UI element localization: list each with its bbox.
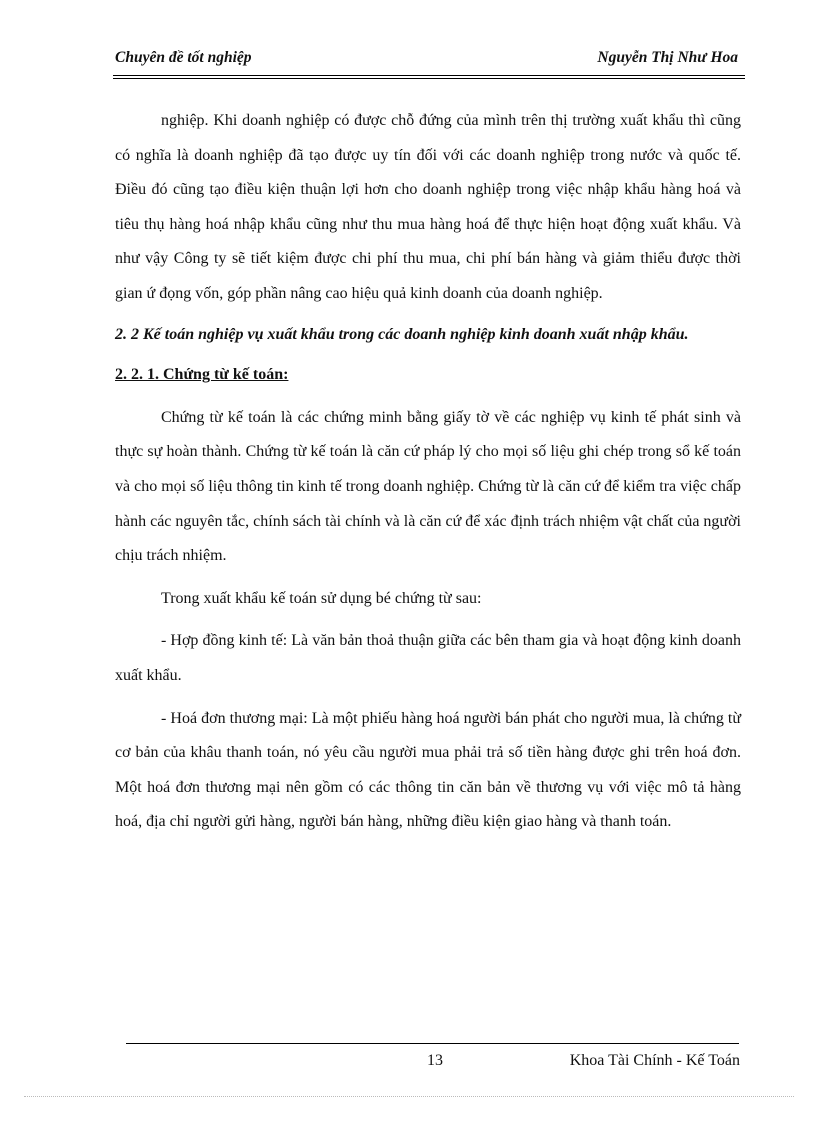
footer-department: Khoa Tài Chính - Kế Toán — [569, 1052, 740, 1069]
page-bottom-border — [24, 1096, 794, 1097]
paragraph-document-set: Trong xuất khẩu kế toán sử dụng bé chứng từ sau: — [161, 589, 482, 607]
section-heading-2-2: 2. 2 Kế toán nghiệp vụ xuất khẩu trong các doanh nghiệp kinh doanh xuất nhập khẩu. — [115, 325, 689, 343]
header-divider — [113, 75, 745, 79]
header-author: Nguyễn Thị Như Hoa — [597, 49, 738, 66]
page-header — [115, 49, 738, 73]
list-item-commercial-invoice: - Hoá đơn thương mại: Là một phiếu hàng hoá người bán phát cho người mua, là chứng từ cơ bản của khâu thanh toán, nó yêu cầu người mua phải trả số tiền hàng được ghi trên hoá đơn. Một hoá đơn thương mại nên gồm có các thông tin căn bản về thương vụ với việc mô tả hàng hoá, địa chỉ người gửi hàng, người bán hàng, những điều kiện giao hàng và thanh toán. — [115, 709, 741, 831]
page-number: 13 — [427, 1052, 443, 1069]
list-item-economic-contract: - Hợp đồng kinh tế: Là văn bản thoả thuận giữa các bên tham gia và hoạt động kinh doanh xuất khẩu. — [115, 632, 741, 684]
paragraph-accounting-documents: Chứng từ kế toán là các chứng minh bằng giấy tờ về các nghiệp vụ kinh tế phát sinh và thực sự hoàn thành. Chứng từ kế toán là căn cứ pháp lý cho mọi số liệu ghi chép trong sổ kế toán và cho mọi số liệu thông tin kinh tế trong doanh nghiệp. Chứng từ là căn cứ để kiểm tra việc chấp hành các nguyên tắc, chính sách tài chính và là căn cứ để xác định trách nhiệm vật chất của người chịu trách nhiệm. — [115, 408, 741, 565]
document-body — [115, 104, 741, 840]
paragraph-continuation: nghiệp. Khi doanh nghiệp có được chỗ đứng của mình trên thị trường xuất khẩu thì cũng có nghĩa là doanh nghiệp đã tạo được uy tín đối với các doanh nghiệp trong nước và quốc tế. Điều đó cũng tạo điều kiện thuận lợi hơn cho doanh nghiệp trong việc nhập khẩu hàng hoá và tiêu thụ hàng hoá nhập khẩu cũng như thu mua hàng hoá để thực hiện hoạt động xuất khẩu. Và như vậy Công ty sẽ tiết kiệm được chi phí thu mua, chi phí bán hàng và giảm thiểu được thời gian ứ đọng vốn, góp phần nâng cao hiệu quả kinh doanh của doanh nghiệp. — [115, 112, 741, 302]
footer-divider — [126, 1043, 739, 1044]
section-heading-2-2-1: 2. 2. 1. Chứng từ kế toán: — [115, 366, 289, 384]
header-title: Chuyên đề tốt nghiệp — [115, 49, 252, 66]
